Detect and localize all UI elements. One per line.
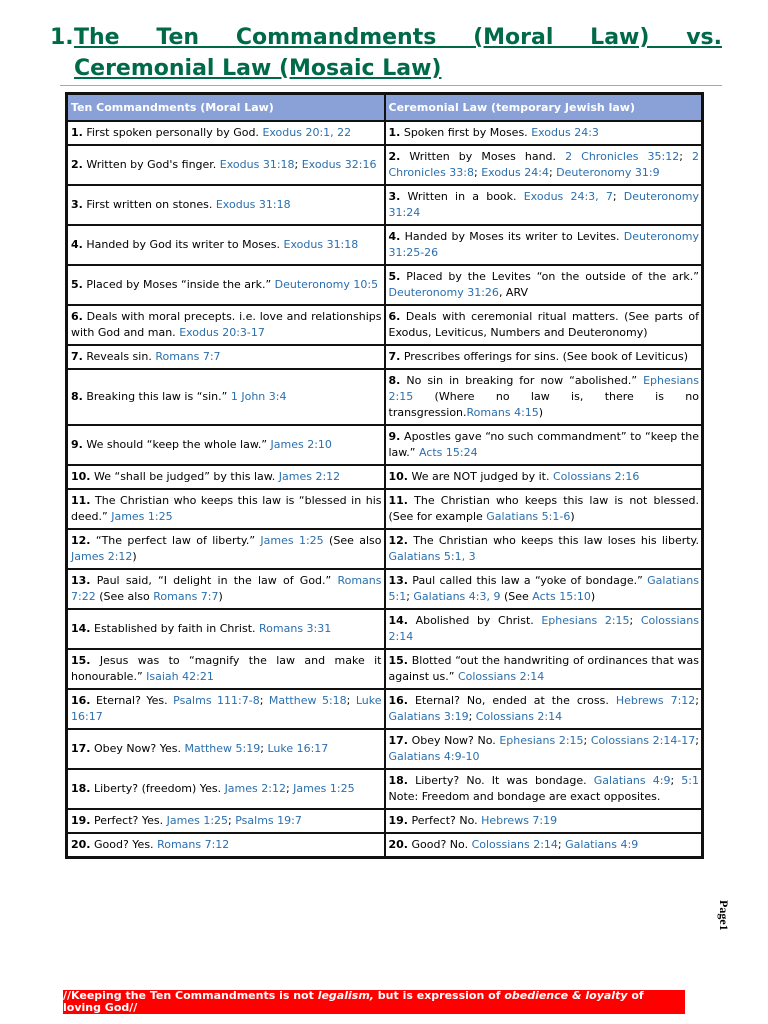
ceremonial-law-cell — [385, 185, 703, 225]
scripture-reference-link[interactable]: Ephesians 2:15 — [388, 374, 699, 403]
scripture-reference-link[interactable]: Hebrews 7:12 — [615, 694, 696, 707]
footer-text: legalism, — [317, 989, 374, 1002]
item-number: 3. — [71, 198, 83, 211]
scripture-reference-link[interactable]: James 2:10 — [270, 438, 332, 451]
cell-text: Liberty? (freedom) Yes. — [90, 782, 225, 795]
ceremonial-law-cell — [385, 121, 703, 145]
item-number: 15. — [388, 654, 408, 667]
cell-text: (See also — [323, 534, 382, 547]
scripture-reference-link[interactable]: 2 Chronicles 35:12 — [565, 150, 680, 163]
title-text: The Ten Commandments (Moral Law) vs. Ceremonial Law (Mosaic Law) — [74, 25, 722, 81]
cell-text: ; — [406, 590, 414, 603]
scripture-reference-link[interactable]: Exodus 20:1, 22 — [262, 126, 352, 139]
cell-text: ) — [218, 590, 223, 603]
ceremonial-law-cell — [385, 689, 703, 729]
scripture-reference-link[interactable]: Deuteronomy 31:24 — [388, 190, 699, 219]
scripture-reference-link[interactable]: Galatians 3:19 — [388, 710, 469, 723]
cell-text: Written by Moses hand. — [400, 150, 566, 163]
cell-text: Paul said, “I delight in the law of God.” — [90, 574, 338, 587]
moral-law-cell — [67, 369, 385, 425]
scripture-reference-link[interactable]: Galatians 4:9-10 — [388, 750, 480, 763]
cell-text: Written by God's finger. — [82, 158, 220, 171]
scripture-reference-link[interactable]: Hebrews 7:19 — [481, 814, 558, 827]
cell-text: Placed by the Levites “on the outside of the ark.” — [400, 270, 699, 283]
table-row — [67, 809, 702, 833]
cell-text: First written on stones. — [82, 198, 216, 211]
scripture-reference-link[interactable]: James 1:25 — [260, 534, 324, 547]
table-row — [67, 425, 702, 465]
cell-text: Good? No. — [408, 838, 472, 851]
item-number: 8. — [71, 390, 83, 403]
scripture-reference-link[interactable]: Galatians 5:1, 3 — [388, 550, 476, 563]
cell-text: ; — [670, 774, 682, 787]
scripture-reference-link[interactable]: Deuteronomy 31:9 — [556, 166, 660, 179]
cell-text: Established by faith in Christ. — [90, 622, 260, 635]
item-number: 16. — [388, 694, 408, 707]
item-number: 16. — [71, 694, 91, 707]
table-row — [67, 833, 702, 857]
item-number: 1. — [388, 126, 401, 139]
item-number: 6. — [71, 310, 83, 323]
ceremonial-law-cell — [385, 225, 703, 265]
table-row — [67, 121, 702, 145]
table-row — [67, 185, 702, 225]
ceremonial-law-cell — [385, 809, 703, 833]
cell-text: Placed by Moses “inside the ark.” — [82, 278, 275, 291]
item-number: 4. — [71, 238, 83, 251]
moral-law-cell — [67, 265, 385, 305]
moral-law-cell — [67, 729, 385, 769]
table-row — [67, 145, 702, 185]
scripture-reference-link[interactable]: Deuteronomy 10:5 — [274, 278, 379, 291]
scripture-reference-link[interactable]: Exodus 24:3, 7 — [523, 190, 613, 203]
cell-text: ; — [679, 150, 692, 163]
item-number: 4. — [388, 230, 401, 243]
cell-text: Apostles gave “no such commandment” to “keep the law.” — [388, 430, 699, 459]
ceremonial-law-cell — [385, 729, 703, 769]
ceremonial-law-cell — [385, 609, 703, 649]
scripture-reference-link[interactable]: Acts 15:10 — [532, 590, 591, 603]
table-row — [67, 569, 702, 609]
moral-law-cell — [67, 689, 385, 729]
cell-text: We are NOT judged by it. — [408, 470, 553, 483]
scripture-reference-link[interactable]: Galatians 5:1 — [388, 574, 699, 603]
scripture-reference-link[interactable]: Galatians 4:3, 9 — [413, 590, 501, 603]
table-row — [67, 729, 702, 769]
item-number: 5. — [388, 270, 401, 283]
ceremonial-law-cell — [385, 369, 703, 425]
item-number: 10. — [71, 470, 91, 483]
cell-text: We “shall be judged” by this law. — [90, 470, 279, 483]
item-number: 19. — [71, 814, 91, 827]
cell-text: Prescribes offerings for sins. (See book of Leviticus) — [400, 350, 688, 363]
ceremonial-law-cell — [385, 465, 703, 489]
cell-text: Blotted “out the handwriting of ordinances that was against us.” — [388, 654, 699, 683]
cell-text: First spoken personally by God. — [82, 126, 263, 139]
table-row — [67, 465, 702, 489]
cell-text: The Christian who keeps this law is “blessed in his deed.” — [71, 494, 382, 523]
item-number: 12. — [71, 534, 91, 547]
item-number: 11. — [388, 494, 408, 507]
cell-text: ; — [228, 814, 236, 827]
scripture-reference-link[interactable]: Romans 3:31 — [259, 622, 332, 635]
moral-law-cell — [67, 609, 385, 649]
item-number: 7. — [388, 350, 401, 363]
cell-text: Reveals sin. — [82, 350, 156, 363]
cell-text: “The perfect law of liberty.” — [90, 534, 261, 547]
item-number: 9. — [388, 430, 401, 443]
scripture-reference-link[interactable]: Psalms 111:7-8 — [173, 694, 260, 707]
moral-law-cell — [67, 569, 385, 609]
scripture-reference-link[interactable]: Exodus 32:16 — [301, 158, 377, 171]
moral-law-cell — [67, 225, 385, 265]
table-row — [67, 345, 702, 369]
cell-text: Deals with ceremonial ritual matters. (See parts of Exodus, Leviticus, Numbers and Deuteronomy) — [388, 310, 699, 339]
cell-text: The Christian who keeps this law loses his liberty. — [408, 534, 699, 547]
scripture-reference-link[interactable]: Colossians 2:14 — [388, 614, 699, 643]
item-number: 18. — [71, 782, 91, 795]
item-number: 11. — [71, 494, 91, 507]
moral-law-cell — [67, 649, 385, 689]
scripture-reference-link[interactable]: Romans 4:15 — [466, 406, 539, 419]
item-number: 15. — [71, 654, 91, 667]
cell-text: Breaking this law is “sin.” — [82, 390, 231, 403]
item-number: 5. — [71, 278, 83, 291]
table-row — [67, 689, 702, 729]
scripture-reference-link[interactable]: James 1:25 — [111, 510, 173, 523]
footer-banner — [63, 990, 685, 1014]
item-number: 3. — [388, 190, 401, 203]
scripture-reference-link[interactable]: Isaiah 42:21 — [146, 670, 214, 683]
scripture-reference-link[interactable]: Colossians 2:14-17 — [590, 734, 696, 747]
ceremonial-law-cell — [385, 345, 703, 369]
table-row — [67, 369, 702, 425]
cell-text: Handed by Moses its writer to Levites. — [400, 230, 624, 243]
scripture-reference-link[interactable]: Colossians 2:14 — [457, 670, 545, 683]
cell-text: Obey Now? Yes. — [90, 742, 185, 755]
footer-text: of loving God// — [63, 989, 644, 1014]
ceremonial-law-cell — [385, 569, 703, 609]
moral-law-cell — [67, 185, 385, 225]
scripture-reference-link[interactable]: James 2:12 — [278, 470, 341, 483]
item-number: 17. — [71, 742, 91, 755]
cell-text: ; — [695, 734, 699, 747]
item-number: 18. — [388, 774, 408, 787]
item-number: 13. — [388, 574, 408, 587]
ceremonial-law-cell — [385, 265, 703, 305]
footer-text: obedience & loyalty — [504, 989, 628, 1002]
table-row — [67, 225, 702, 265]
scripture-reference-link[interactable]: Romans 7:7 — [155, 350, 221, 363]
cell-text: Eternal? No, ended at the cross. — [408, 694, 616, 707]
ceremonial-law-cell — [385, 305, 703, 345]
scripture-reference-link[interactable]: Galatians 5:1-6 — [486, 510, 571, 523]
scripture-reference-link[interactable]: Matthew 5:18 — [268, 694, 347, 707]
scripture-reference-link[interactable]: Colossians 2:14 — [471, 838, 558, 851]
item-number: 14. — [388, 614, 408, 627]
moral-law-cell — [67, 425, 385, 465]
item-number: 9. — [71, 438, 83, 451]
title-divider — [60, 85, 722, 86]
moral-law-cell — [67, 121, 385, 145]
table-row — [67, 305, 702, 345]
scripture-reference-link[interactable]: Psalms 19:7 — [235, 814, 302, 827]
scripture-reference-link[interactable]: Colossians 2:14 — [475, 710, 563, 723]
scripture-reference-link[interactable]: James 2:12 — [71, 550, 133, 563]
item-number: 19. — [388, 814, 408, 827]
ceremonial-law-cell — [385, 769, 703, 809]
ceremonial-law-cell — [385, 833, 703, 857]
ceremonial-law-cell — [385, 145, 703, 185]
cell-text: (See also — [95, 590, 154, 603]
cell-text: Eternal? Yes. — [90, 694, 174, 707]
item-number: 6. — [388, 310, 401, 323]
scripture-reference-link[interactable]: Ephesians 2:15 — [541, 614, 630, 627]
cell-text: Note: Freedom and bondage are exact opposites. — [388, 790, 661, 803]
page-number: Page1 — [717, 900, 731, 931]
cell-text: ; — [548, 166, 557, 179]
scripture-reference-link[interactable]: Exodus 24:4 — [481, 166, 549, 179]
table-row — [67, 769, 702, 809]
header-moral-law: Ten Commandments (Moral Law) — [67, 94, 385, 121]
scripture-reference-link[interactable]: Galatians 4:9 — [565, 838, 639, 851]
cell-text: , ARV — [498, 286, 529, 299]
cell-text: ) — [132, 550, 137, 563]
cell-text: ; — [612, 190, 624, 203]
cell-text: Deals with moral precepts. i.e. love and relationships with God and man. — [71, 310, 382, 339]
item-number: 8. — [388, 374, 401, 387]
footer-text: but is expression of — [373, 989, 505, 1002]
scripture-reference-link[interactable]: Luke 16:17 — [267, 742, 329, 755]
cell-text: We should “keep the whole law.” — [82, 438, 271, 451]
cell-text: ; — [474, 166, 482, 179]
cell-text: Good? Yes. — [90, 838, 158, 851]
scripture-reference-link[interactable]: Exodus 31:18 — [219, 158, 295, 171]
cell-text: ; — [695, 694, 699, 707]
cell-text: ; — [294, 158, 302, 171]
cell-text: ; — [557, 838, 566, 851]
cell-text: Perfect? No. — [408, 814, 482, 827]
ceremonial-law-cell — [385, 489, 703, 529]
scripture-reference-link[interactable]: Exodus 20:3-17 — [179, 326, 265, 339]
item-number: 17. — [388, 734, 408, 747]
item-number: 13. — [71, 574, 91, 587]
title-number: 1. — [50, 25, 74, 50]
moral-law-cell — [67, 769, 385, 809]
cell-text: The Christian who keeps this law is not blessed. (See for example — [388, 494, 699, 523]
cell-text: ) — [538, 406, 544, 419]
cell-text: ) — [570, 510, 575, 523]
scripture-reference-link[interactable]: James 2:12 — [224, 782, 286, 795]
item-number: 12. — [388, 534, 408, 547]
item-number: 10. — [388, 470, 408, 483]
cell-text: Perfect? Yes. — [90, 814, 167, 827]
cell-text: Spoken first by Moses. — [400, 126, 532, 139]
scripture-reference-link[interactable]: James 1:25 — [166, 814, 229, 827]
cell-text: ) — [590, 590, 596, 603]
table-row — [67, 265, 702, 305]
cell-text: Abolished by Christ. — [408, 614, 542, 627]
footer-text: //Keeping the Ten Commandments is not — [63, 989, 318, 1002]
moral-law-cell — [67, 489, 385, 529]
ceremonial-law-cell — [385, 529, 703, 569]
scripture-reference-link[interactable]: Galatians 4:9 — [593, 774, 671, 787]
cell-text: ; — [583, 734, 591, 747]
moral-law-cell — [67, 833, 385, 857]
table-row — [67, 609, 702, 649]
cell-text: Jesus was to “magnify the law and make it honourable.” — [71, 654, 382, 683]
scripture-reference-link[interactable]: Exodus 31:18 — [283, 238, 359, 251]
item-number: 1. — [71, 126, 83, 139]
scripture-reference-link[interactable]: Luke 16:17 — [71, 694, 382, 723]
scripture-reference-link[interactable]: Romans 7:7 — [153, 590, 219, 603]
cell-text: ; — [468, 710, 476, 723]
scripture-reference-link[interactable]: Romans 7:22 — [71, 574, 382, 603]
scripture-reference-link[interactable]: Acts 15:24 — [418, 446, 478, 459]
scripture-reference-link[interactable]: Exodus 24:3 — [531, 126, 599, 139]
moral-law-cell — [67, 345, 385, 369]
table-header-row — [67, 94, 702, 121]
cell-text: (See — [500, 590, 533, 603]
scripture-reference-link[interactable]: Romans 7:12 — [157, 838, 230, 851]
item-number: 2. — [71, 158, 83, 171]
item-number: 2. — [388, 150, 401, 163]
cell-text: Obey Now? No. — [408, 734, 500, 747]
moral-law-cell — [67, 305, 385, 345]
scripture-reference-link[interactable]: Deuteronomy 31:25-26 — [388, 230, 699, 259]
cell-text: ; — [260, 742, 268, 755]
item-number: 20. — [71, 838, 91, 851]
scripture-reference-link[interactable]: Matthew 5:19 — [184, 742, 261, 755]
scripture-reference-link[interactable]: Ephesians 2:15 — [499, 734, 584, 747]
cell-text: ; — [629, 614, 641, 627]
cell-text: Liberty? No. It was bondage. — [408, 774, 594, 787]
scripture-reference-link[interactable]: 5:1 — [681, 774, 699, 787]
cell-text: No sin in breaking for now “abolished.” — [400, 374, 644, 387]
cell-text: ; — [259, 694, 269, 707]
moral-law-cell — [67, 465, 385, 489]
item-number: 14. — [71, 622, 91, 635]
moral-law-cell — [67, 529, 385, 569]
ceremonial-law-cell — [385, 649, 703, 689]
comparison-table — [65, 92, 704, 859]
page-title — [50, 22, 722, 84]
moral-law-cell — [67, 809, 385, 833]
scripture-reference-link[interactable]: Exodus 31:18 — [215, 198, 291, 211]
scripture-reference-link[interactable]: 1 John 3:4 — [230, 390, 287, 403]
item-number: 20. — [388, 838, 408, 851]
scripture-reference-link[interactable]: Colossians 2:16 — [552, 470, 640, 483]
scripture-reference-link[interactable]: Deuteronomy 31:26 — [388, 286, 499, 299]
cell-text: (Where no law is, there is no transgression. — [388, 390, 699, 419]
cell-text: Handed by God its writer to Moses. — [82, 238, 284, 251]
header-ceremonial-law: Ceremonial Law (temporary Jewish law) — [385, 94, 703, 121]
table-row — [67, 489, 702, 529]
cell-text: Written in a book. — [400, 190, 524, 203]
ceremonial-law-cell — [385, 425, 703, 465]
cell-text: ; — [346, 694, 356, 707]
cell-text: ; — [285, 782, 294, 795]
table-row — [67, 529, 702, 569]
moral-law-cell — [67, 145, 385, 185]
scripture-reference-link[interactable]: 2 Chronicles 33:8 — [388, 150, 699, 179]
cell-text: Paul called this law a “yoke of bondage.” — [408, 574, 648, 587]
scripture-reference-link[interactable]: James 1:25 — [293, 782, 355, 795]
table-row — [67, 649, 702, 689]
item-number: 7. — [71, 350, 83, 363]
